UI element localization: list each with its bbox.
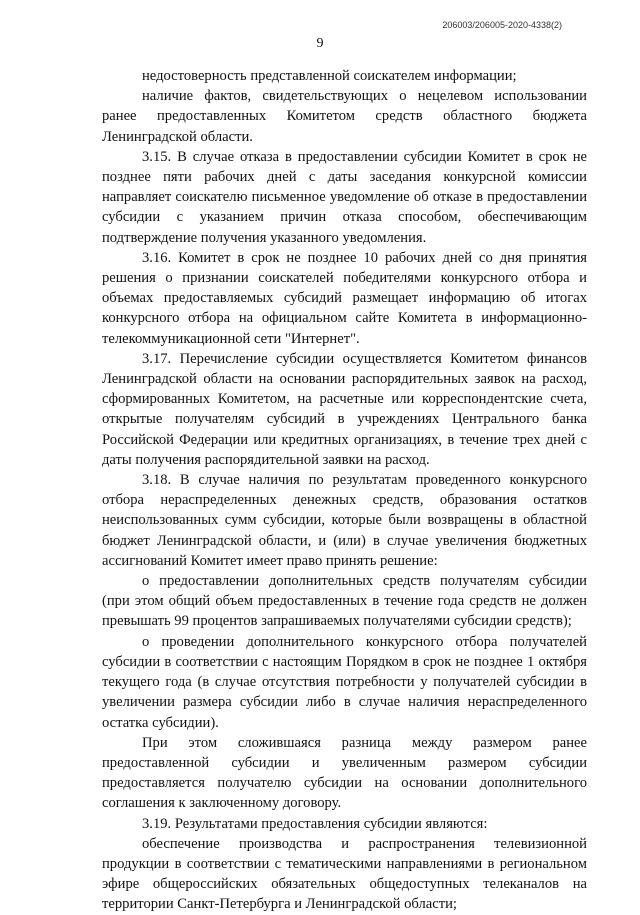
- paragraph: недостоверность представленной соискателем информации;: [142, 68, 517, 84]
- paragraph: 3.15. В случае отказа в предоставлении субсидии Комитет в срок не позднее пяти рабочих дней с даты заседания конкурсной комиссии направляет соискателю письменное уведомление об отказе в предоставлении субсидии с указанием причин отказа способом, обеспечивающим подтверждение получения указанного уведомления.: [102, 148, 587, 246]
- paragraph: 3.18. В случае наличия по результатам проведенного конкурсного отбора нераспределенных денежных средств, образования остатков неиспользованных сумм субсидии, которые были возвращены в областной бюджет Ленинградской области, и (или) в случае увеличения бюджетных ассигнований Комитет имеет право принять решение:: [102, 472, 587, 569]
- page-number: 9: [316, 36, 324, 51]
- paragraph: 3.16. Комитет в срок не позднее 10 рабочих дней со дня принятия решения о признании соискателей победителями конкурсного отбора и объемах предоставляемых субсидий размещает информацию об итогах конкурсного отбора на официальном сайте Комитета в информационно-телекоммуникационной сети "Интернет".: [102, 249, 587, 347]
- paragraph: обеспечение производства и распространения телевизионной продукции в соответствии с тематическими направлениями в региональном эфире общероссийских обязательных общедоступных телеканалов на территории Санкт-Петербурга и Ленинградской области;: [102, 835, 587, 913]
- paragraph: о предоставлении дополнительных средств получателям субсидии (при этом общий объем предоставленных в течение года средств не должен превышать 99 процентов запрашиваемых получателями субсидии средств);: [102, 573, 587, 630]
- paragraph: наличие фактов, свидетельствующих о нецелевом использовании ранее предоставленных Комитетом средств областного бюджета Ленинградской области.: [102, 88, 587, 145]
- document-id: 206003/206005-2020-4338(2): [442, 20, 562, 30]
- paragraph: 3.19. Результатами предоставления субсидии являются:: [142, 815, 488, 832]
- paragraph: о проведении дополнительного конкурсного отбора получателей субсидии в соответствии с настоящим Порядком в срок не позднее 1 октября текущего года (в случае отсутствия потребности у получателей субсидии в увеличении размера субсидии либо в случае наличия нераспределенного остатка субсидии).: [102, 633, 587, 731]
- paragraph: 3.17. Перечисление субсидии осуществляется Комитетом финансов Ленинградской области на основании распорядительных заявок на расход, сформированных Комитетом, на расчетные или корреспондентские счета, открытые получателям субсидий в учреждениях Центрального банка Российской Федерации или кредитных организациях, в течение трех дней с даты получения распорядительной заявки на расход.: [102, 350, 587, 468]
- document-body: [102, 66, 587, 915]
- paragraph: При этом сложившаяся разница между размером ранее предоставленной субсидии и увеличенным размером субсидии предоставляется получателю субсидии на основании дополнительного соглашения к заключенному договору.: [102, 734, 587, 812]
